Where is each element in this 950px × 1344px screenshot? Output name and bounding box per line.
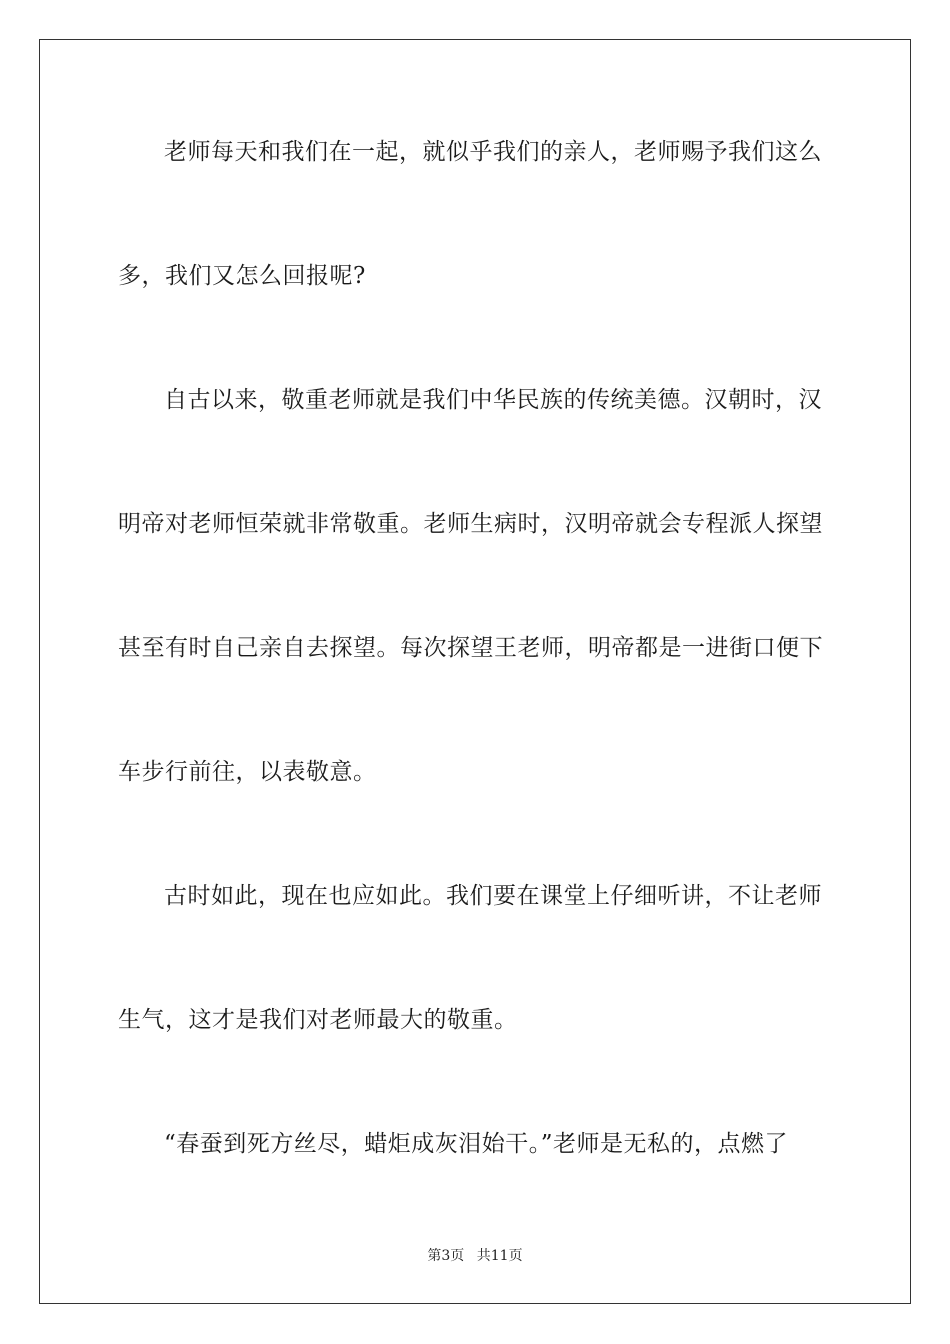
paragraph-line: 老师每天和我们在一起，就似乎我们的亲人，老师赐予我们这么	[164, 139, 822, 165]
page-total: 共11页	[476, 1248, 523, 1264]
paragraph-line: 车步行前往，以表敬意。	[118, 759, 377, 785]
page-footer	[0, 1246, 950, 1266]
paragraph-line: 明帝对老师恒荣就非常敬重。老师生病时，汉明帝就会专程派人探望	[118, 511, 823, 537]
paragraph-line: 多，我们又怎么回报呢?	[118, 263, 366, 289]
paragraph-line: 甚至有时自己亲自去探望。每次探望王老师，明帝都是一进街口便下	[118, 635, 823, 661]
paragraph-line: 自古以来，敬重老师就是我们中华民族的传统美德。汉朝时，汉	[164, 387, 822, 413]
paragraph-line: 古时如此，现在也应如此。我们要在课堂上仔细听讲，不让老师	[164, 883, 822, 909]
page-border	[39, 39, 911, 1304]
paragraph-line: “春蚕到死方丝尽，蜡炬成灰泪始干。”老师是无私的，点燃了	[164, 1131, 789, 1157]
page-number: 第3页	[427, 1248, 465, 1264]
paragraph-line: 生气，这才是我们对老师最大的敬重。	[118, 1007, 518, 1033]
